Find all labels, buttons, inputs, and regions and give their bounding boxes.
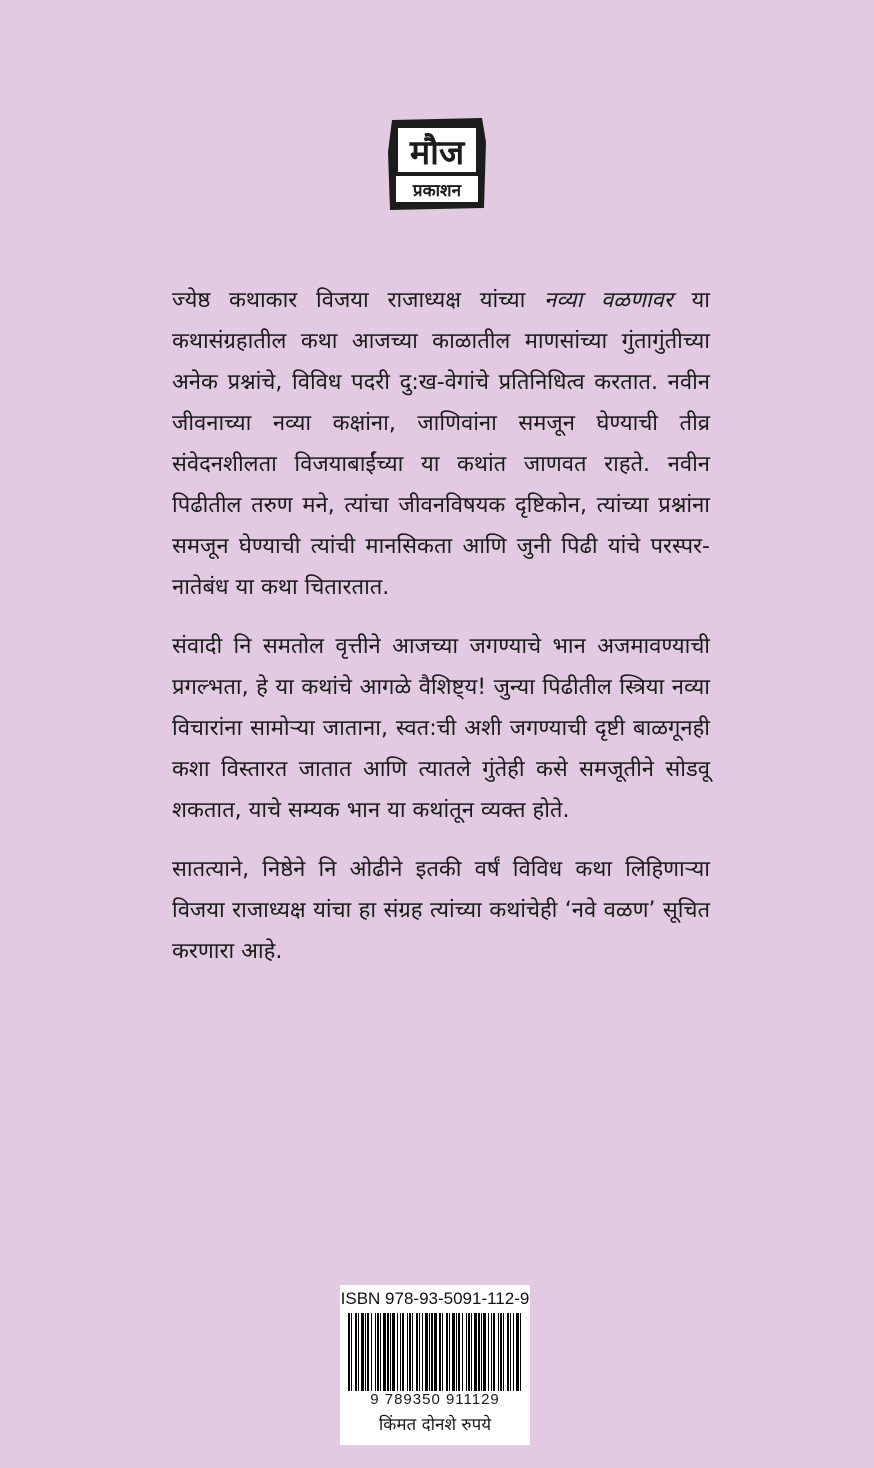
barcode-bar [365,1313,366,1391]
barcode-bar [510,1313,511,1391]
barcode-bar [471,1313,472,1391]
barcode-bar [361,1313,364,1391]
book-title: नव्या वळणावर [544,288,673,313]
barcode-bar [371,1313,372,1391]
barcode-bar [392,1313,395,1391]
barcode-bar [387,1313,389,1391]
barcode-bar [462,1313,463,1391]
barcode-bar [452,1313,455,1391]
barcode-bar [397,1313,398,1391]
barcode-bar [507,1313,509,1391]
blurb-p1-part2: या कथासंग्रहातील कथा आजच्या काळातील माणसांच्या गुंतागुंतीच्या अनेक प्रश्नांचे, विविध पदरी दु:ख-वेगांचे प्रतिनिधित्व करतात. नवीन जीवनाच्या नव्या कक्षांना, जाणिवांना समजून घेण्याची तीव्र संवेदनशीलता विजयाबाईंच्या या कथांत जाणवत राहते. नवीन पिढीतील तरुण मने, त्यांचा जीवनविषयक दृष्टिकोन, त्यांच्या प्रश्नांना समजून घेण्याची त्यांची मानसिकता आणि जुनी पिढी यांचे परस्पर-नातेबंध या कथा चितारतात. [172,288,710,600]
barcode-bar [491,1313,492,1391]
barcode-bar [520,1313,521,1391]
barcode-bar [468,1313,470,1391]
barcode-bar [412,1313,413,1391]
logo-line2: प्रकाशन [412,181,462,201]
barcode-bar [351,1313,352,1391]
barcode-bar [400,1313,401,1391]
barcode-bar [458,1313,460,1391]
barcode-bar [383,1313,386,1391]
back-cover-blurb [172,280,710,990]
publisher-logo-stamp [382,112,492,216]
barcode-bars [346,1313,524,1391]
barcode-bar [367,1313,369,1391]
barcode-bar [358,1313,359,1391]
barcode-bar [493,1313,495,1391]
blurb-paragraph-2: संवादी नि समतोल वृत्तीने आजच्या जगण्याचे भान अजमावण्याची प्रगल्भता, हे या कथांचे आगळे वैशिष्ट्य! जुन्या पिढीतील स्त्रिया नव्या विचारांना सामोऱ्या जाताना, स्वत:ची अशी जगण्याची दृष्टी बाळगूनही कशा विस्तारत जातात आणि त्यातले गुंतेही कसे समजूतीने सोडवू शकतात, याचे सम्यक भान या कथांतून व्यक्त होते. [172,634,710,823]
barcode-bar [481,1313,482,1391]
barcode-bar [442,1313,443,1391]
barcode-bar [446,1313,448,1391]
barcode-bar [390,1313,391,1391]
barcode-bar [456,1313,457,1391]
barcode-graphic [346,1313,524,1391]
barcode-bar [474,1313,477,1391]
barcode-bar [431,1313,433,1391]
barcode-bar [407,1313,408,1391]
barcode-bar [516,1313,519,1391]
blurb-p1-part1: ज्येष्ठ कथाकार विजया राजाध्यक्ष यांच्या [172,288,545,313]
barcode-bar [478,1313,480,1391]
barcode-bar [434,1313,437,1391]
barcode-bar [380,1313,381,1391]
barcode-bar [498,1313,499,1391]
barcode-bar [466,1313,467,1391]
barcode-bar [402,1313,404,1391]
barcode-bar [377,1313,379,1391]
barcode-bar [483,1313,486,1391]
isbn-label: ISBN 978-93-5091-112-9 [340,1289,530,1308]
barcode-bar [425,1313,428,1391]
price-label: किंमत दोनशे रुपये [378,1415,492,1435]
logo-line1: मौज [409,133,465,173]
barcode-bar [488,1313,489,1391]
barcode-bar [439,1313,441,1391]
barcode-bar [409,1313,411,1391]
blurb-paragraph-1 [172,280,710,608]
barcode-bar [419,1313,420,1391]
barcode-bar [375,1313,376,1391]
barcode-bar [503,1313,504,1391]
barcode-digits: 9 789350 911129 [370,1391,500,1408]
barcode-panel [340,1285,530,1445]
barcode-bar [429,1313,430,1391]
barcode-bar [513,1313,514,1391]
barcode-bar [449,1313,450,1391]
barcode-bar [355,1313,357,1391]
publisher-logo [382,112,492,216]
barcode-bar [416,1313,418,1391]
barcode-bar [348,1313,350,1391]
blurb-paragraph-3: सातत्याने, निष्ठेने नि ओढीने इतकी वर्षं विविध कथा लिहिणाऱ्या विजया राजाध्यक्ष यांचा हा संग्रह त्यांच्या कथांचेही ‘नवे वळण’ सूचित करणारा आहे. [172,857,710,964]
barcode-bar [500,1313,502,1391]
barcode-bar [422,1313,423,1391]
